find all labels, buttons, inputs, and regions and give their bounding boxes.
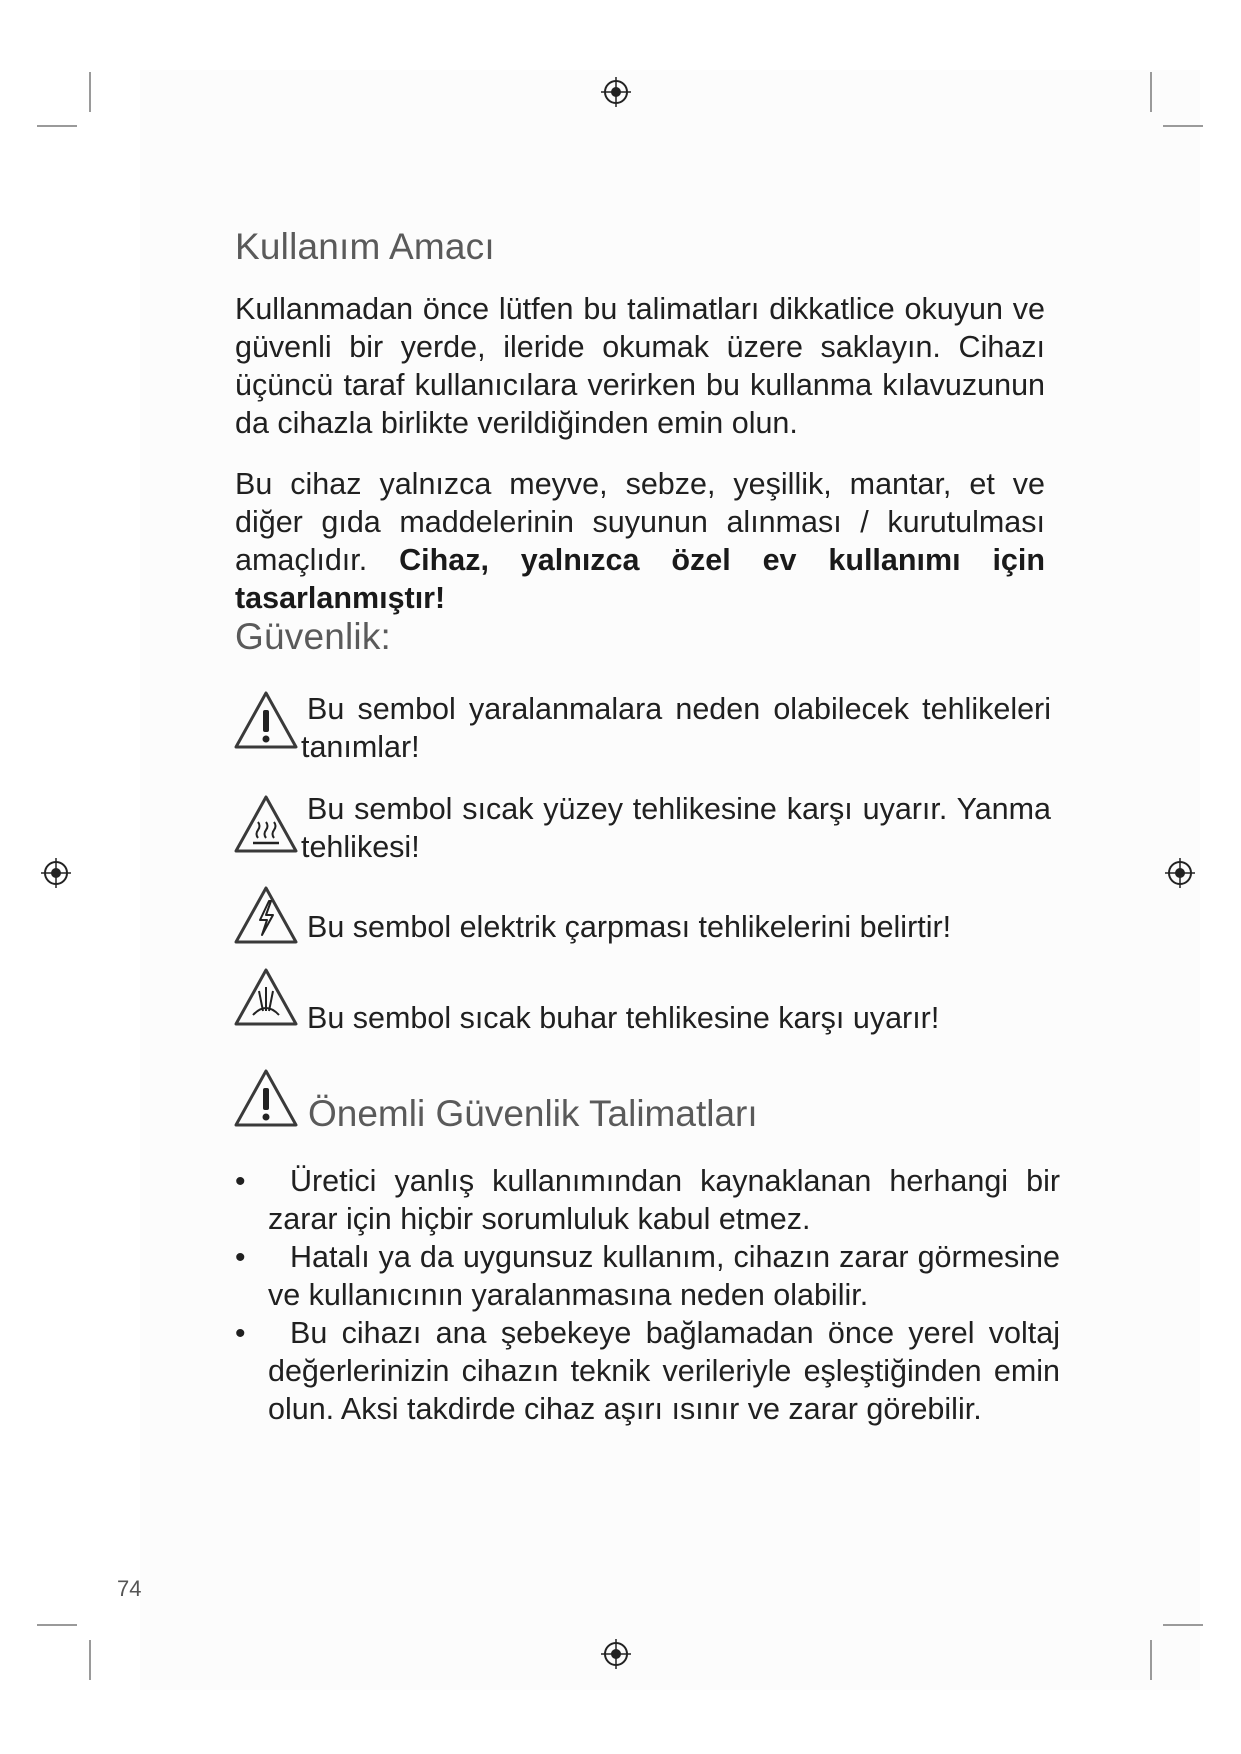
usage-paragraph-2-bold: Cihaz, yalnızca özel ev kullanımı için tasarlanmıştır! xyxy=(235,543,1045,615)
warning-item xyxy=(233,790,1063,870)
hot-surface-warning-icon xyxy=(233,794,299,854)
warning-text-line2: tanımlar! xyxy=(301,730,420,764)
crop-mark xyxy=(37,1624,77,1626)
list-item: • Bu cihazı ana şebekeye bağlamadan önce yerel voltaj değerlerinizin cihazın teknik verileriyle eşleştiğinden emin olun. Aksi takdirde cihaz aşırı ısınır ve zarar görebilir. xyxy=(235,1314,1060,1428)
warning-text-line1: Bu sembol sıcak yüzey tehlikesine karşı uyarır. Yanma xyxy=(307,792,1051,826)
list-item: • Hatalı ya da uygunsuz kullanım, cihazın zarar görmesine ve kullanıcının yaralanmasına neden olabilir. xyxy=(235,1238,1060,1314)
usage-paragraph-1: Kullanmadan önce lütfen bu talimatları dikkatlice okuyun ve güvenli bir yerde, ileride okumak üzere saklayın. Cihazı üçüncü taraf kullanıcılara verirken bu kullanma kılavuzunun da cihazla birlikte verildiğinden emin olun. xyxy=(235,292,1045,440)
crop-mark xyxy=(89,1640,91,1680)
warning-text: Bu sembol sıcak buhar tehlikesine karşı uyarır! xyxy=(307,1001,940,1035)
usage-paragraph-2 xyxy=(235,465,1045,617)
bullet-icon xyxy=(235,1162,255,1201)
crop-mark xyxy=(1163,125,1203,127)
warning-item xyxy=(233,885,1063,945)
crop-mark xyxy=(37,125,77,127)
warning-text-line1: Bu sembol yaralanmalara neden olabilecek tehlikeleri xyxy=(307,692,1051,726)
registration-mark-icon xyxy=(600,1638,632,1670)
registration-mark-icon xyxy=(40,857,72,889)
crop-mark xyxy=(1163,1624,1203,1626)
exclamation-warning-icon xyxy=(233,1068,299,1128)
exclamation-warning-icon xyxy=(233,690,299,750)
crop-mark xyxy=(1150,72,1152,112)
section-title-safety: Güvenlik: xyxy=(235,616,392,657)
bullet-icon xyxy=(235,1314,255,1353)
crop-mark xyxy=(89,72,91,112)
warning-text: Bu sembol elektrik çarpması tehlikelerini belirtir! xyxy=(307,910,952,944)
warning-item xyxy=(233,967,1063,1035)
section-title-important-safety: Önemli Güvenlik Talimatları xyxy=(308,1093,758,1134)
bullet-icon xyxy=(235,1238,255,1277)
registration-mark-icon xyxy=(600,76,632,108)
registration-mark-icon xyxy=(1164,857,1196,889)
safety-instructions-list xyxy=(235,1162,1060,1428)
electric-shock-warning-icon xyxy=(233,885,299,945)
list-item: • Üretici yanlış kullanımından kaynaklanan herhangi bir zarar için hiçbir sorumluluk kabul etmez. xyxy=(235,1162,1060,1238)
hot-steam-warning-icon xyxy=(233,967,299,1027)
warning-text-line2: tehlikesi! xyxy=(301,830,420,864)
page-number: 74 xyxy=(117,1576,142,1601)
usage-paragraph-2-text: Bu cihaz yalnızca meyve, sebze, yeşillik, mantar, et ve diğer gıda maddelerinin suyunun alınması / kurutulması amaçlıdır. xyxy=(235,467,1045,577)
warning-item xyxy=(233,690,1063,770)
section-title-usage: Kullanım Amacı xyxy=(235,226,495,267)
crop-mark xyxy=(1150,1640,1152,1680)
